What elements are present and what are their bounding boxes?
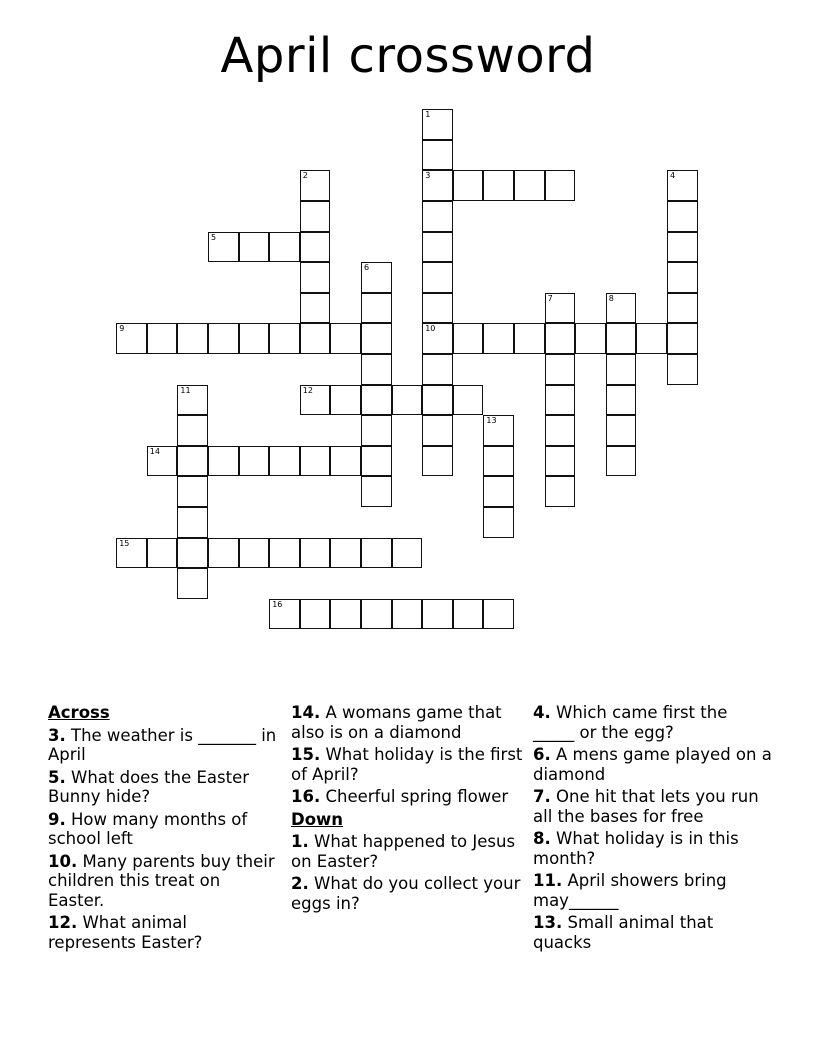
clue-down-8: 8. What holiday is in this month? — [533, 829, 739, 868]
grid-cell[interactable] — [269, 232, 300, 263]
grid-cell[interactable] — [208, 446, 239, 477]
grid-cell[interactable] — [422, 262, 453, 293]
grid-cell[interactable] — [422, 354, 453, 385]
grid-cell[interactable] — [300, 232, 331, 263]
grid-cell[interactable] — [239, 323, 270, 354]
grid-cell[interactable] — [361, 323, 392, 354]
grid-cell[interactable] — [300, 293, 331, 324]
grid-cell[interactable] — [545, 293, 576, 324]
cell-number: 12 — [302, 385, 313, 395]
grid-cell[interactable] — [667, 354, 698, 385]
grid-cell[interactable] — [606, 415, 637, 446]
clue-down-13: 13. Small animal that quacks — [533, 913, 714, 952]
grid-cell[interactable] — [606, 385, 637, 416]
grid-cell[interactable] — [483, 415, 514, 446]
grid-cell[interactable] — [300, 538, 331, 569]
grid-cell[interactable] — [177, 538, 208, 569]
across-heading: Across — [48, 703, 110, 722]
grid-cell[interactable] — [147, 446, 178, 477]
grid-cell[interactable] — [606, 446, 637, 477]
clue-across-9: 9. How many months of school left — [48, 809, 248, 848]
grid-cell[interactable] — [300, 323, 331, 354]
grid-cell[interactable] — [147, 538, 178, 569]
grid-cell[interactable] — [330, 599, 361, 630]
clue-down-4: 4. Which came first the _____ or the egg? — [533, 703, 728, 742]
cell-number: 5 — [211, 232, 217, 242]
grid-cell[interactable] — [300, 201, 331, 232]
grid-cell[interactable] — [483, 446, 514, 477]
grid-cell[interactable] — [361, 476, 392, 507]
grid-cell[interactable] — [545, 476, 576, 507]
grid-cell[interactable] — [667, 262, 698, 293]
cell-number: 9 — [119, 324, 125, 334]
grid-cell[interactable] — [422, 599, 453, 630]
grid-cell[interactable] — [300, 385, 331, 416]
grid-cell[interactable] — [606, 354, 637, 385]
page-title: April crossword — [220, 28, 596, 84]
cell-number: 13 — [486, 416, 497, 426]
grid-cell[interactable] — [239, 538, 270, 569]
cell-number: 15 — [119, 538, 130, 548]
grid-cell[interactable] — [514, 323, 545, 354]
grid-cell[interactable] — [177, 385, 208, 416]
clues-column-2 — [291, 703, 523, 916]
grid-cell[interactable] — [361, 538, 392, 569]
grid-cell[interactable] — [667, 293, 698, 324]
cell-number: 7 — [547, 293, 553, 303]
grid-cell[interactable] — [422, 109, 453, 140]
grid-cell[interactable] — [269, 323, 300, 354]
grid-cell[interactable] — [300, 599, 331, 630]
grid-cell[interactable] — [422, 323, 453, 354]
grid-cell[interactable] — [514, 170, 545, 201]
grid-cell[interactable] — [453, 323, 484, 354]
grid-cell[interactable] — [667, 201, 698, 232]
grid-cell[interactable] — [483, 476, 514, 507]
grid-cell[interactable] — [483, 170, 514, 201]
grid-cell[interactable] — [422, 201, 453, 232]
clues-column-3 — [533, 703, 773, 955]
grid-cell[interactable] — [483, 599, 514, 630]
grid-cell[interactable] — [545, 415, 576, 446]
clue-across-16: 16. Cheerful spring flower — [291, 787, 509, 806]
grid-cell[interactable] — [453, 385, 484, 416]
grid-cell[interactable] — [116, 538, 147, 569]
cell-number: 2 — [302, 171, 308, 181]
clue-across-3: 3. The weather is _______ in April — [48, 725, 277, 764]
grid-cell[interactable] — [177, 568, 208, 599]
grid-cell[interactable] — [483, 507, 514, 538]
grid-cell[interactable] — [208, 538, 239, 569]
grid-cell[interactable] — [330, 446, 361, 477]
cell-number: 16 — [272, 599, 283, 609]
grid-cell[interactable] — [300, 262, 331, 293]
grid-cell[interactable] — [116, 323, 147, 354]
grid-cell[interactable] — [208, 232, 239, 263]
clue-down-7: 7. One hit that lets you run all the bases for free — [533, 787, 759, 826]
grid-cell[interactable] — [330, 538, 361, 569]
grid-cell[interactable] — [361, 354, 392, 385]
grid-cell[interactable] — [667, 232, 698, 263]
cell-number: 3 — [425, 171, 431, 181]
grid-cell[interactable] — [177, 507, 208, 538]
grid-cell[interactable] — [422, 232, 453, 263]
grid-cell[interactable] — [392, 538, 423, 569]
grid-cell[interactable] — [330, 323, 361, 354]
grid-cell[interactable] — [361, 385, 392, 416]
grid-cell[interactable] — [208, 323, 239, 354]
grid-cell[interactable] — [575, 323, 606, 354]
cell-number: 6 — [364, 263, 370, 273]
grid-cell[interactable] — [361, 262, 392, 293]
clue-across-14: 14. A womans game that also is on a diamond — [291, 703, 502, 742]
grid-cell[interactable] — [453, 170, 484, 201]
grid-cell[interactable] — [422, 140, 453, 171]
grid-cell[interactable] — [422, 415, 453, 446]
grid-cell[interactable] — [361, 599, 392, 630]
grid-cell[interactable] — [667, 170, 698, 201]
clues-column-1 — [48, 703, 278, 955]
grid-cell[interactable] — [300, 446, 331, 477]
grid-cell[interactable] — [422, 446, 453, 477]
grid-cell[interactable] — [269, 599, 300, 630]
cell-number: 4 — [670, 171, 676, 181]
clue-across-10: 10. Many parents buy their children this treat on Easter. — [48, 851, 275, 910]
clue-across-5: 5. What does the Easter Bunny hide? — [48, 767, 250, 806]
grid-cell[interactable] — [606, 323, 637, 354]
grid-cell[interactable] — [483, 323, 514, 354]
grid-cell[interactable] — [545, 323, 576, 354]
cell-number: 8 — [608, 293, 614, 303]
cell-number: 14 — [149, 446, 160, 456]
grid-cell[interactable] — [300, 170, 331, 201]
grid-cell[interactable] — [545, 354, 576, 385]
grid-cell[interactable] — [545, 170, 576, 201]
clue-across-15: 15. What holiday is the first of April? — [291, 745, 523, 784]
grid-cell[interactable] — [330, 385, 361, 416]
grid-cell[interactable] — [177, 323, 208, 354]
grid-cell[interactable] — [606, 293, 637, 324]
down-heading: Down — [291, 809, 344, 829]
grid-cell[interactable] — [177, 446, 208, 477]
grid-cell[interactable] — [545, 385, 576, 416]
grid-cell[interactable] — [147, 323, 178, 354]
clue-down-1: 1. What happened to Jesus on Easter? — [291, 832, 516, 871]
clue-down-6: 6. A mens game played on a diamond — [533, 745, 772, 784]
clue-across-12: 12. What animal represents Easter? — [48, 913, 203, 952]
cell-number: 1 — [425, 110, 431, 120]
grid-cell[interactable] — [361, 446, 392, 477]
grid-cell[interactable] — [177, 476, 208, 507]
grid-cell[interactable] — [361, 293, 392, 324]
grid-cell[interactable] — [422, 293, 453, 324]
grid-cell[interactable] — [453, 599, 484, 630]
grid-cell[interactable] — [361, 415, 392, 446]
cell-number: 11 — [180, 385, 191, 395]
clue-down-11: 11. April showers bring may______ — [533, 871, 727, 910]
clue-down-2: 2. What do you collect your eggs in? — [291, 874, 521, 913]
grid-cell[interactable] — [636, 323, 667, 354]
grid-cell[interactable] — [239, 446, 270, 477]
grid-cell[interactable] — [239, 232, 270, 263]
grid-cell[interactable] — [177, 415, 208, 446]
grid-cell[interactable] — [422, 385, 453, 416]
cell-number: 10 — [425, 324, 436, 334]
grid-cell[interactable] — [392, 385, 423, 416]
grid-cell[interactable] — [269, 446, 300, 477]
grid-cell[interactable] — [422, 170, 453, 201]
grid-cell[interactable] — [269, 538, 300, 569]
grid-cell[interactable] — [545, 446, 576, 477]
grid-cell[interactable] — [667, 323, 698, 354]
grid-cell[interactable] — [392, 599, 423, 630]
